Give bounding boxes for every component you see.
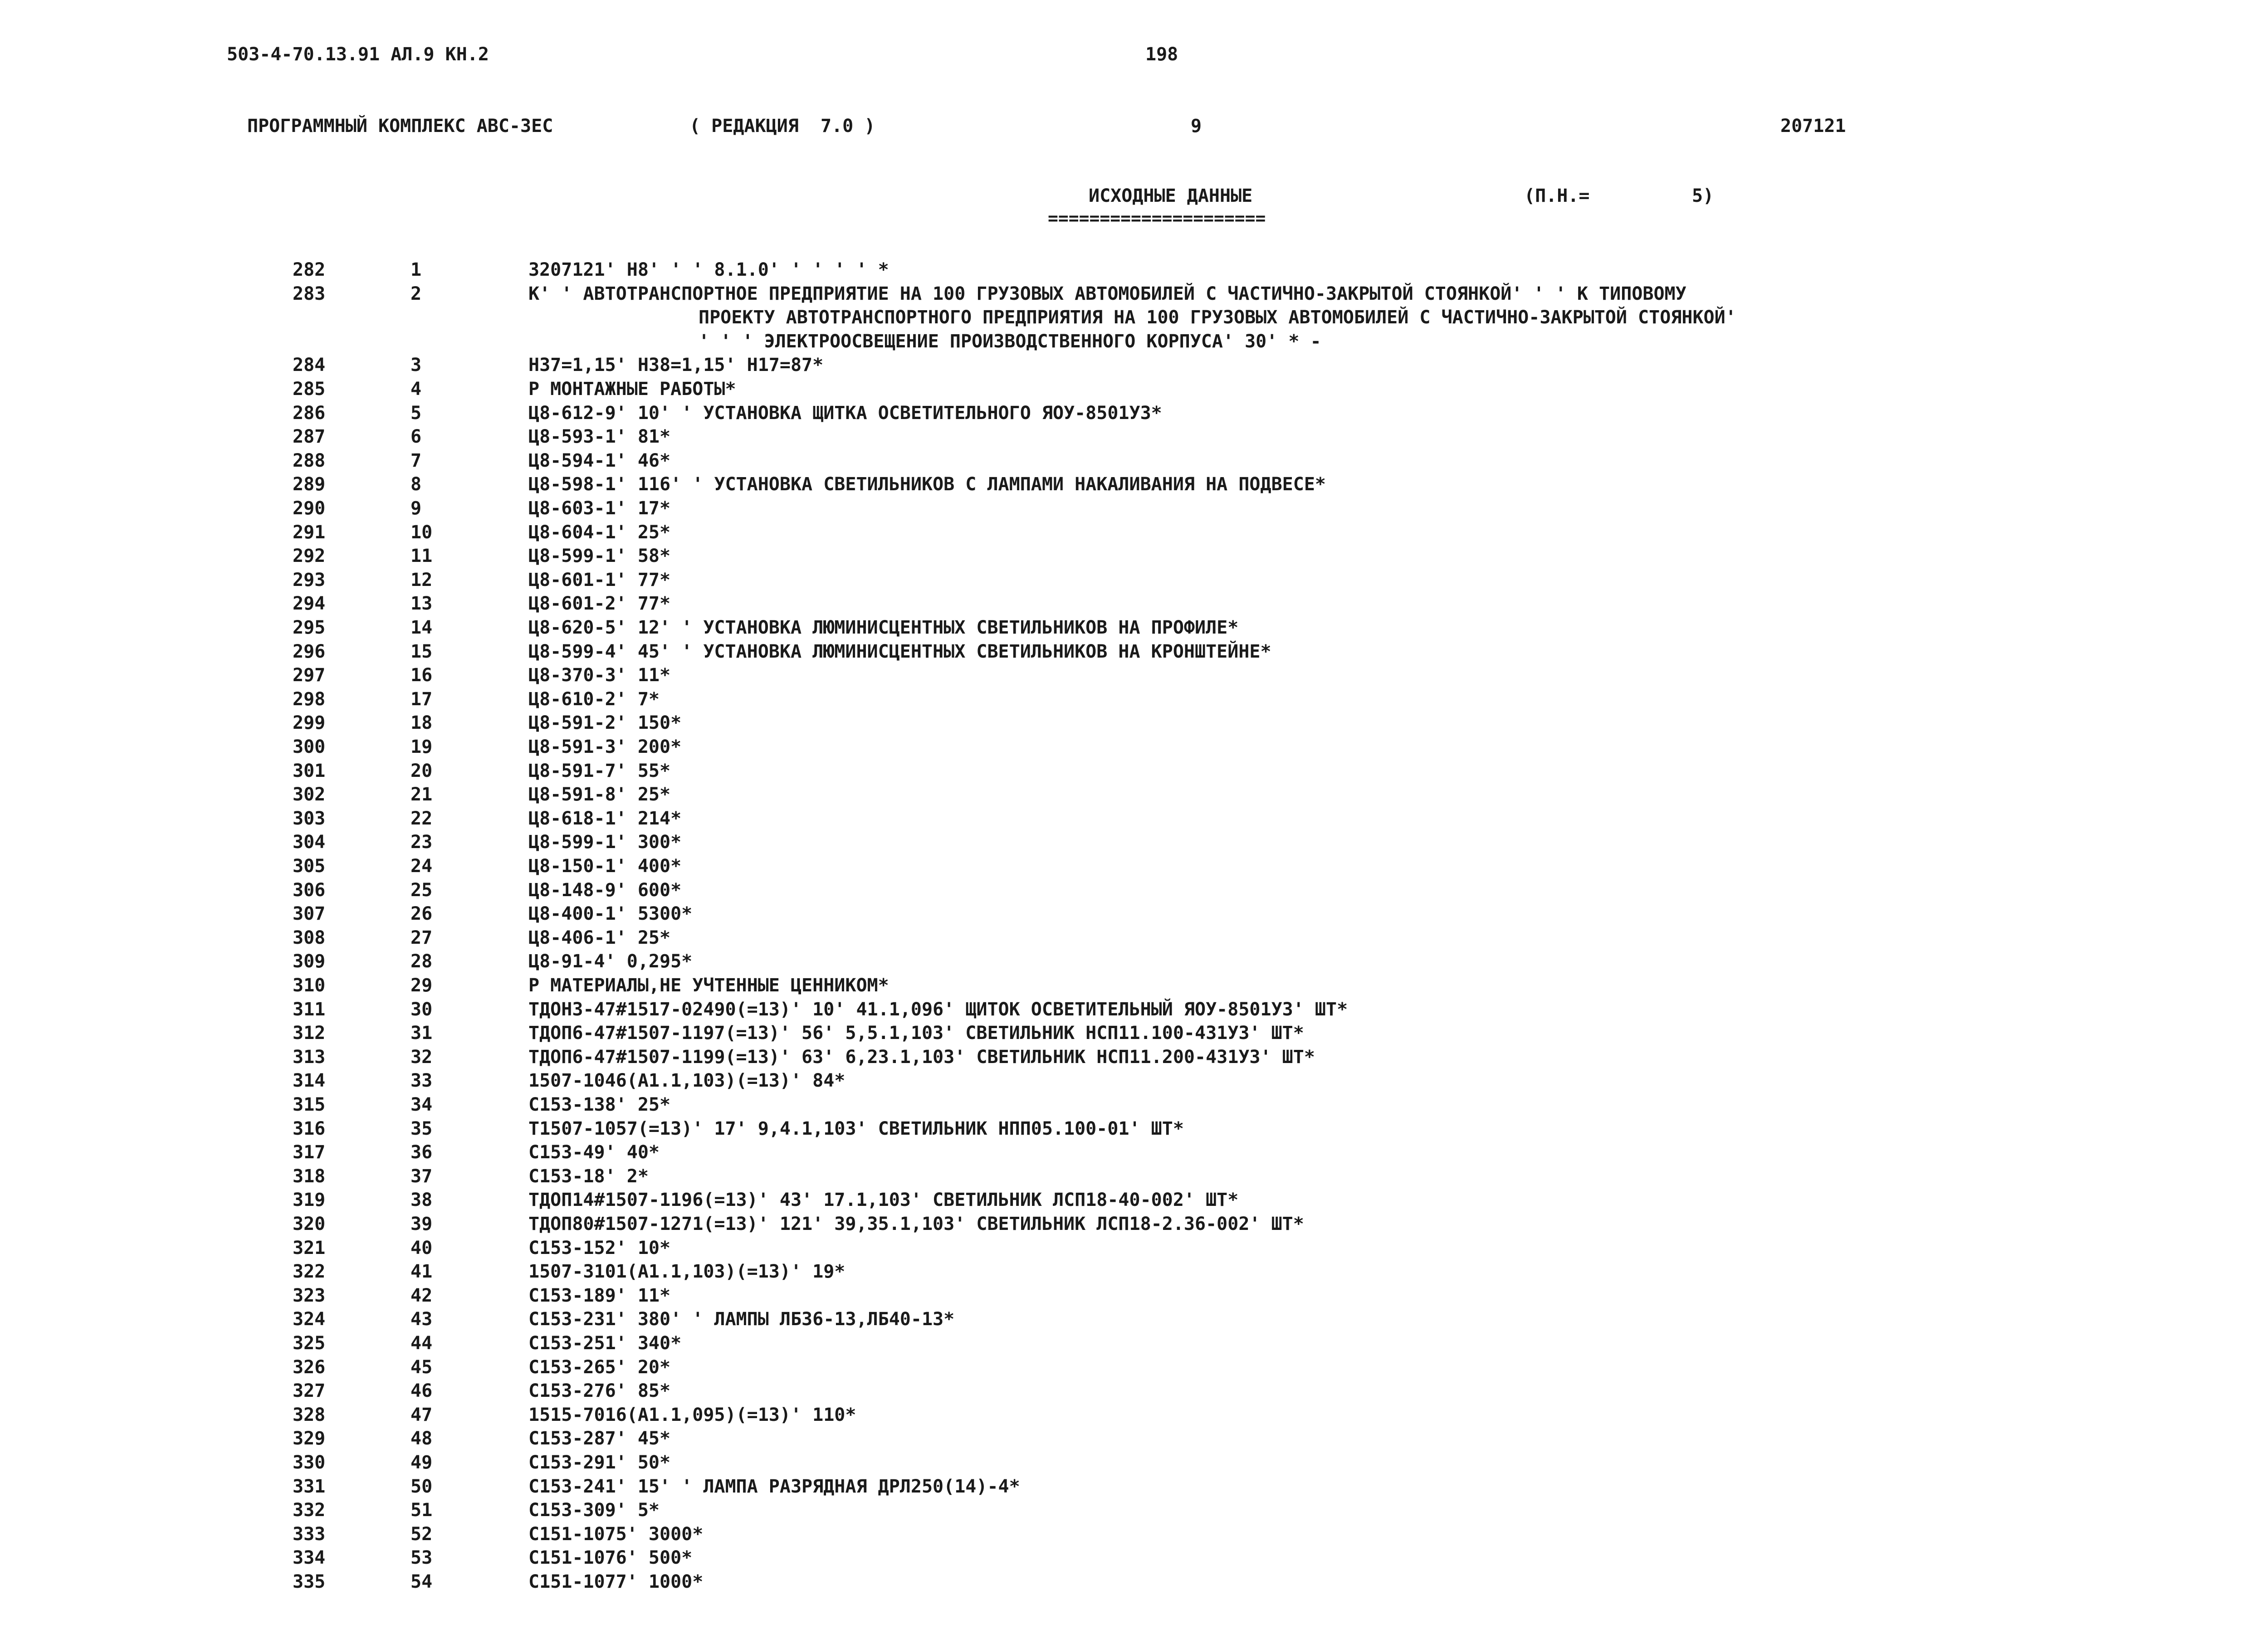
item-number: 30 [411,999,433,1020]
item-number: 39 [411,1214,433,1234]
section-underline: ===================== [1048,208,1266,228]
row-text: Ц8-591-7' 55* [528,761,671,781]
row-number: 328 [293,1405,326,1425]
row-text: 1507-3101(А1.1,103)(=13)' 19* [528,1261,846,1282]
item-number: 17 [411,689,433,710]
item-number: 43 [411,1309,433,1330]
item-number: 10 [411,522,433,543]
row-number: 309 [293,951,326,972]
item-number: 41 [411,1261,433,1282]
row-number: 307 [293,903,326,924]
row-text: Ц8-406-1' 25* [528,927,671,948]
item-number: 7 [411,450,422,471]
row-number: 290 [293,498,326,519]
row-number: 325 [293,1333,326,1354]
row-number: 285 [293,379,326,400]
row-text: С153-287' 45* [528,1428,671,1449]
section-title: ИСХОДНЫЕ ДАННЫЕ [1089,185,1253,206]
row-text: ТДОН3-47#1517-02490(=13)' 10' 41.1,096' ЩИТОК ОСВЕТИТЕЛЬНЫЙ ЯОУ-8501У3' ШТ* [528,999,1348,1020]
row-text: С153-265' 20* [528,1357,671,1378]
row-text: Ц8-601-1' 77* [528,570,671,590]
row-text: Ц8-603-1' 17* [528,498,671,519]
item-number: 15 [411,641,433,662]
row-text: Ц8-591-8' 25* [528,784,671,805]
item-number: 14 [411,617,433,638]
item-number: 37 [411,1166,433,1187]
item-number: 28 [411,951,433,972]
row-number: 332 [293,1500,326,1521]
row-text: Ц8-598-1' 116' ' УСТАНОВКА СВЕТИЛЬНИКОВ С ЛАМПАМИ НАКАЛИВАНИЯ НА ПОДВЕСЕ* [528,474,1326,495]
row-number: 306 [293,880,326,901]
row-number: 324 [293,1309,326,1330]
item-number: 25 [411,880,433,901]
row-text: Ц8-593-1' 81* [528,426,671,447]
row-number: 299 [293,712,326,733]
row-number: 283 [293,283,326,304]
row-number: 287 [293,426,326,447]
item-number: 40 [411,1238,433,1258]
row-text: Ц8-400-1' 5300* [528,903,693,924]
row-text: Ц8-148-9' 600* [528,880,682,901]
row-text: Ц8-620-5' 12' ' УСТАНОВКА ЛЮМИНИСЦЕНТНЫХ СВЕТИЛЬНИКОВ НА ПРОФИЛЕ* [528,617,1239,638]
row-number: 303 [293,808,326,829]
row-number: 295 [293,617,326,638]
row-text: Т1507-1057(=13)' 17' 9,4.1,103' СВЕТИЛЬНИК НПП05.100-01' ШТ* [528,1118,1184,1139]
row-text: С151-1076' 500* [528,1547,693,1568]
item-number: 49 [411,1452,433,1473]
item-number: 36 [411,1142,433,1163]
row-text: С153-231' 380' ' ЛАМПЫ ЛБ36-13,ЛБ40-13* [528,1309,955,1330]
item-number: 22 [411,808,433,829]
row-text: С153-276' 85* [528,1380,671,1401]
row-number: 316 [293,1118,326,1139]
item-number: 38 [411,1190,433,1210]
row-text: Ц8-618-1' 214* [528,808,682,829]
row-text: Ц8-599-1' 300* [528,832,682,853]
row-number: 300 [293,737,326,757]
row-text: С151-1075' 3000* [528,1524,704,1545]
item-number: 12 [411,570,433,590]
item-number: 1 [411,259,422,280]
row-number: 298 [293,689,326,710]
row-number: 321 [293,1238,326,1258]
row-text: С153-152' 10* [528,1238,671,1258]
row-text: С153-309' 5* [528,1500,660,1521]
row-text: Ц8-612-9' 10' ' УСТАНОВКА ЩИТКА ОСВЕТИТЕЛЬНОГО ЯОУ-8501У3* [528,403,1162,424]
row-number: 286 [293,403,326,424]
row-number: 319 [293,1190,326,1210]
item-number: 2 [411,283,422,304]
row-number: 291 [293,522,326,543]
row-number: 323 [293,1285,326,1306]
row-number: 308 [293,927,326,948]
document-code: 207121 [1780,116,1846,137]
item-number: 18 [411,712,433,733]
row-text: С153-18' 2* [528,1166,649,1187]
row-number: 331 [293,1476,326,1497]
item-number: 26 [411,903,433,924]
item-number: 44 [411,1333,433,1354]
row-text: Ц8-610-2' 7* [528,689,660,710]
row-number: 318 [293,1166,326,1187]
item-number: 51 [411,1500,433,1521]
row-number: 330 [293,1452,326,1473]
row-number: 312 [293,1023,326,1044]
item-number: 8 [411,474,422,495]
item-number: 23 [411,832,433,853]
row-text: ТДОП80#1507-1271(=13)' 121' 39,35.1,103' СВЕТИЛЬНИК ЛСП18-2.36-002' ШТ* [528,1214,1304,1234]
row-text: С153-241' 15' ' ЛАМПА РАЗРЯДНАЯ ДРЛ250(14)-4* [528,1476,1020,1497]
pn-value: 5) [1692,185,1714,206]
row-text: 1507-1046(А1.1,103)(=13)' 84* [528,1070,846,1091]
item-number: 47 [411,1405,433,1425]
row-number: 311 [293,999,326,1020]
row-text: К' ' АВТОТРАНСПОРТНОЕ ПРЕДПРИЯТИЕ НА 100 ГРУЗОВЫХ АВТОМОБИЛЕЙ С ЧАСТИЧНО-ЗАКРЫТОЙ СТОЯНКОЙ' ' ' К ТИПОВОМУ [528,283,1686,304]
item-number: 50 [411,1476,433,1497]
row-text: С153-189' 11* [528,1285,671,1306]
row-text: ТДОП14#1507-1196(=13)' 43' 17.1,103' СВЕТИЛЬНИК ЛСП18-40-002' ШТ* [528,1190,1239,1210]
row-number: 302 [293,784,326,805]
row-number: 293 [293,570,326,590]
row-number: 329 [293,1428,326,1449]
row-number: 320 [293,1214,326,1234]
row-text: ТДОП6-47#1507-1197(=13)' 56' 5,5.1,103' СВЕТИЛЬНИК НСП11.100-431У3' ШТ* [528,1023,1304,1044]
row-number: 296 [293,641,326,662]
row-text: С153-291' 50* [528,1452,671,1473]
item-number: 52 [411,1524,433,1545]
row-number: 327 [293,1380,326,1401]
item-number: 54 [411,1571,433,1592]
row-number: 317 [293,1142,326,1163]
item-number: 46 [411,1380,433,1401]
row-number: 305 [293,856,326,877]
item-number: 48 [411,1428,433,1449]
item-number: 27 [411,927,433,948]
row-number: 326 [293,1357,326,1378]
item-number: 45 [411,1357,433,1378]
row-text: Ц8-370-3' 11* [528,665,671,686]
item-number: 31 [411,1023,433,1044]
row-number: 334 [293,1547,326,1568]
row-continuation-text: ПРОЕКТУ АВТОТРАНСПОРТНОГО ПРЕДПРИЯТИЯ НА 100 ГРУЗОВЫХ АВТОМОБИЛЕЙ С ЧАСТИЧНО-ЗАКРЫТОЙ СТОЯНКОЙ' [699,307,1736,328]
row-number: 294 [293,593,326,614]
row-number: 282 [293,259,326,280]
row-text: Ц8-599-1' 58* [528,546,671,566]
item-number: 19 [411,737,433,757]
item-number: 3 [411,355,422,376]
item-number: 53 [411,1547,433,1568]
row-number: 333 [293,1524,326,1545]
row-number: 288 [293,450,326,471]
item-number: 13 [411,593,433,614]
row-text: Ц8-599-4' 45' ' УСТАНОВКА ЛЮМИНИСЦЕНТНЫХ СВЕТИЛЬНИКОВ НА КРОНШТЕЙНЕ* [528,641,1271,662]
row-number: 297 [293,665,326,686]
row-text: Ц8-601-2' 77* [528,593,671,614]
row-text: Р МОНТАЖНЫЕ РАБОТЫ* [528,379,736,400]
row-number: 314 [293,1070,326,1091]
row-text: Ц8-591-3' 200* [528,737,682,757]
item-number: 16 [411,665,433,686]
item-number: 21 [411,784,433,805]
document-reference: 503-4-70.13.91 АЛ.9 КН.2 [227,44,489,65]
row-number: 335 [293,1571,326,1592]
row-text: Н37=1,15' Н38=1,15' Н17=87* [528,355,824,376]
row-text: С153-49' 40* [528,1142,660,1163]
row-number: 304 [293,832,326,853]
row-text: Р МАТЕРИАЛЫ,НЕ УЧТЕННЫЕ ЦЕННИКОМ* [528,975,889,996]
row-text: Ц8-150-1' 400* [528,856,682,877]
row-number: 284 [293,355,326,376]
item-number: 34 [411,1094,433,1115]
row-number: 310 [293,975,326,996]
row-text: Ц8-91-4' 0,295* [528,951,693,972]
row-text: Ц8-604-1' 25* [528,522,671,543]
row-number: 315 [293,1094,326,1115]
row-text: 1515-7016(А1.1,095)(=13)' 110* [528,1405,856,1425]
item-number: 11 [411,546,433,566]
row-text: ТДОП6-47#1507-1199(=13)' 63' 6,23.1,103' СВЕТИЛЬНИК НСП11.200-431У3' ШТ* [528,1047,1315,1068]
item-number: 9 [411,498,422,519]
row-continuation-text: ' ' ' ЭЛЕКТРООСВЕЩЕНИЕ ПРОИЗВОДСТВЕННОГО КОРПУСА' 30' * - [699,331,1321,352]
program-version: ( РЕДАКЦИЯ 7.0 ) [689,116,875,137]
row-number: 301 [293,761,326,781]
item-number: 4 [411,379,422,400]
row-text: 3207121' Н8' ' ' 8.1.0' ' ' ' ' * [528,259,889,280]
pn-label: (П.Н.= [1524,185,1590,206]
row-number: 322 [293,1261,326,1282]
row-number: 292 [293,546,326,566]
program-name: ПРОГРАММНЫЙ КОМПЛЕКС АВС-3ЕС [247,116,553,137]
item-number: 29 [411,975,433,996]
row-number: 289 [293,474,326,495]
item-number: 5 [411,403,422,424]
row-number: 313 [293,1047,326,1068]
item-number: 33 [411,1070,433,1091]
row-text: Ц8-594-1' 46* [528,450,671,471]
row-text: С153-251' 340* [528,1333,682,1354]
row-text: Ц8-591-2' 150* [528,712,682,733]
item-number: 32 [411,1047,433,1068]
row-text: С151-1077' 1000* [528,1571,704,1592]
item-number: 6 [411,426,422,447]
sheet-number: 9 [1191,116,1202,137]
item-number: 24 [411,856,433,877]
item-number: 35 [411,1118,433,1139]
row-text: С153-138' 25* [528,1094,671,1115]
item-number: 20 [411,761,433,781]
item-number: 42 [411,1285,433,1306]
page-number: 198 [1145,44,1178,65]
